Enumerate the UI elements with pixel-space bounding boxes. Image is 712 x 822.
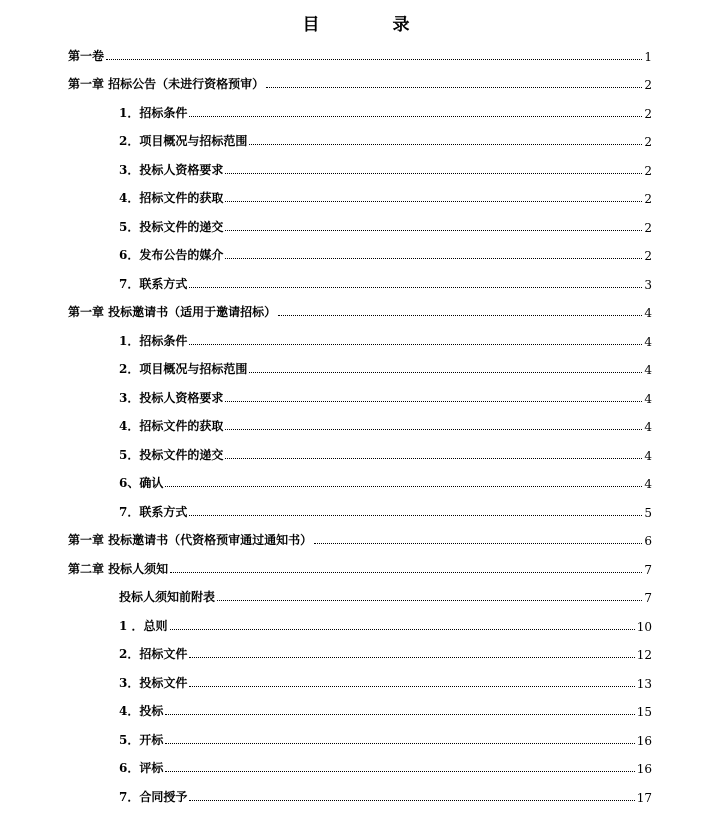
toc-entry-section[interactable] bbox=[119, 272, 652, 292]
toc-entry-page: 2 bbox=[644, 164, 652, 178]
toc-entry-page: 13 bbox=[636, 677, 652, 691]
dot-leader bbox=[189, 287, 642, 288]
toc-entry-volume-1[interactable] bbox=[68, 44, 652, 64]
dot-leader bbox=[225, 173, 642, 174]
toc-entry-label: 4．招标文件的获取 bbox=[119, 419, 224, 433]
toc-entry-chapter[interactable] bbox=[68, 72, 652, 92]
toc-entry-label: 2．招标文件 bbox=[119, 647, 188, 661]
toc-entry-page: 7 bbox=[644, 591, 652, 605]
toc-entry-page: 4 bbox=[644, 392, 652, 406]
dot-leader bbox=[165, 743, 634, 744]
dot-leader bbox=[249, 372, 642, 373]
toc-entry-page: 12 bbox=[636, 648, 652, 662]
toc-entry-page: 7 bbox=[644, 563, 652, 577]
toc-entry-label: 3．投标文件 bbox=[119, 676, 188, 690]
toc-entry-label: 5．投标文件的递交 bbox=[119, 220, 224, 234]
page-title: 目 录 bbox=[302, 15, 438, 35]
toc-entry-label: 1．招标条件 bbox=[119, 334, 188, 348]
toc-entry-page: 5 bbox=[644, 506, 652, 520]
toc-entry-label: 3．投标人资格要求 bbox=[119, 391, 224, 405]
toc-entry-label: 3．投标人资格要求 bbox=[119, 163, 224, 177]
toc-entry-section[interactable] bbox=[119, 243, 652, 263]
toc-entry-label: 投标人须知前附表 bbox=[119, 590, 216, 604]
dot-leader bbox=[225, 230, 642, 231]
toc-entry-page: 4 bbox=[644, 335, 652, 349]
toc-entry-label: 1．招标条件 bbox=[119, 106, 188, 120]
dot-leader bbox=[170, 572, 642, 573]
toc-entry-section[interactable] bbox=[119, 158, 652, 178]
dot-leader bbox=[189, 515, 642, 516]
toc-entry-section[interactable] bbox=[119, 671, 652, 691]
toc-entry-section[interactable] bbox=[119, 585, 652, 605]
toc-entry-label: 2．项目概况与招标范围 bbox=[119, 134, 248, 148]
toc-entry-label: 2．项目概况与招标范围 bbox=[119, 362, 248, 376]
toc-entry-page: 2 bbox=[644, 78, 652, 92]
toc-entry-section[interactable] bbox=[119, 329, 652, 349]
dot-leader bbox=[225, 258, 642, 259]
toc-entry-label: 第二章 投标人须知 bbox=[68, 562, 169, 576]
toc-entry-section[interactable] bbox=[119, 699, 652, 719]
toc-entry-label: 6．发布公告的媒介 bbox=[119, 248, 224, 262]
toc-entry-page: 2 bbox=[644, 249, 652, 263]
dot-leader bbox=[165, 714, 634, 715]
toc-entry-page: 2 bbox=[644, 107, 652, 121]
toc-entry-section[interactable] bbox=[119, 215, 652, 235]
toc-entry-label: 第一章 投标邀请书（代资格预审通过通知书） bbox=[68, 533, 313, 547]
toc-entry-label: 7．联系方式 bbox=[119, 277, 188, 291]
toc-entry-page: 1 bbox=[644, 50, 652, 64]
toc-entry-page: 10 bbox=[636, 620, 652, 634]
toc-entry-chapter[interactable] bbox=[68, 557, 652, 577]
dot-leader bbox=[170, 629, 635, 630]
toc-entry-page: 2 bbox=[644, 221, 652, 235]
dot-leader bbox=[278, 315, 642, 316]
toc-entry-section[interactable] bbox=[119, 129, 652, 149]
toc-entry-section[interactable] bbox=[119, 414, 652, 434]
toc-entry-page: 4 bbox=[644, 306, 652, 320]
dot-leader bbox=[217, 600, 642, 601]
toc-entry-section[interactable] bbox=[119, 500, 652, 520]
dot-leader bbox=[165, 486, 642, 487]
toc-entry-page: 16 bbox=[636, 734, 652, 748]
toc-entry-section[interactable] bbox=[119, 785, 652, 805]
dot-leader bbox=[225, 201, 642, 202]
toc-entry-label: 1 ．总则 bbox=[119, 619, 168, 633]
dot-leader bbox=[189, 116, 642, 117]
dot-leader bbox=[189, 686, 634, 687]
toc-entry-section[interactable] bbox=[119, 186, 652, 206]
toc-entry-section[interactable] bbox=[119, 101, 652, 121]
dot-leader bbox=[225, 458, 642, 459]
dot-leader bbox=[266, 87, 642, 88]
toc-entry-label: 第一章 招标公告（未进行资格预审） bbox=[68, 77, 265, 91]
toc-entry-page: 15 bbox=[636, 705, 652, 719]
toc-entry-page: 2 bbox=[644, 192, 652, 206]
dot-leader bbox=[225, 401, 642, 402]
dot-leader bbox=[249, 144, 642, 145]
toc-entry-label: 5．开标 bbox=[119, 733, 164, 747]
toc-entry-label: 6、确认 bbox=[119, 476, 164, 490]
toc-entry-page: 4 bbox=[644, 363, 652, 377]
toc-entry-section[interactable] bbox=[119, 357, 652, 377]
toc-entry-page: 6 bbox=[644, 534, 652, 548]
dot-leader bbox=[314, 543, 642, 544]
dot-leader bbox=[225, 429, 642, 430]
dot-leader bbox=[106, 59, 642, 60]
toc-entry-label: 4．投标 bbox=[119, 704, 164, 718]
toc-entry-label: 第一章 投标邀请书（适用于邀请招标） bbox=[68, 305, 277, 319]
dot-leader bbox=[165, 771, 634, 772]
toc-entry-page: 4 bbox=[644, 420, 652, 434]
toc-entry-section[interactable] bbox=[119, 443, 652, 463]
dot-leader bbox=[189, 657, 634, 658]
toc-entry-label: 第一卷 bbox=[68, 49, 105, 63]
toc-entry-page: 17 bbox=[636, 791, 652, 805]
toc-entry-page: 4 bbox=[644, 477, 652, 491]
toc-entry-section[interactable] bbox=[119, 728, 652, 748]
toc-entry-page: 3 bbox=[644, 278, 652, 292]
toc-entry-chapter[interactable] bbox=[68, 300, 652, 320]
toc-entry-chapter[interactable] bbox=[68, 528, 652, 548]
toc-entry-label: 7．联系方式 bbox=[119, 505, 188, 519]
toc-entry-page: 4 bbox=[644, 449, 652, 463]
toc-entry-label: 6．评标 bbox=[119, 761, 164, 775]
toc-entry-section[interactable] bbox=[119, 386, 652, 406]
toc-entry-label: 5．投标文件的递交 bbox=[119, 448, 224, 462]
toc-entry-section[interactable] bbox=[119, 756, 652, 776]
dot-leader bbox=[189, 800, 634, 801]
dot-leader bbox=[189, 344, 642, 345]
toc-entry-section[interactable] bbox=[119, 614, 652, 634]
toc-entry-page: 16 bbox=[636, 762, 652, 776]
toc-entry-page: 2 bbox=[644, 135, 652, 149]
toc-entry-section[interactable] bbox=[119, 471, 652, 491]
toc-entry-label: 7．合同授予 bbox=[119, 790, 188, 804]
toc-entry-label: 4．招标文件的获取 bbox=[119, 191, 224, 205]
toc-entry-section[interactable] bbox=[119, 642, 652, 662]
